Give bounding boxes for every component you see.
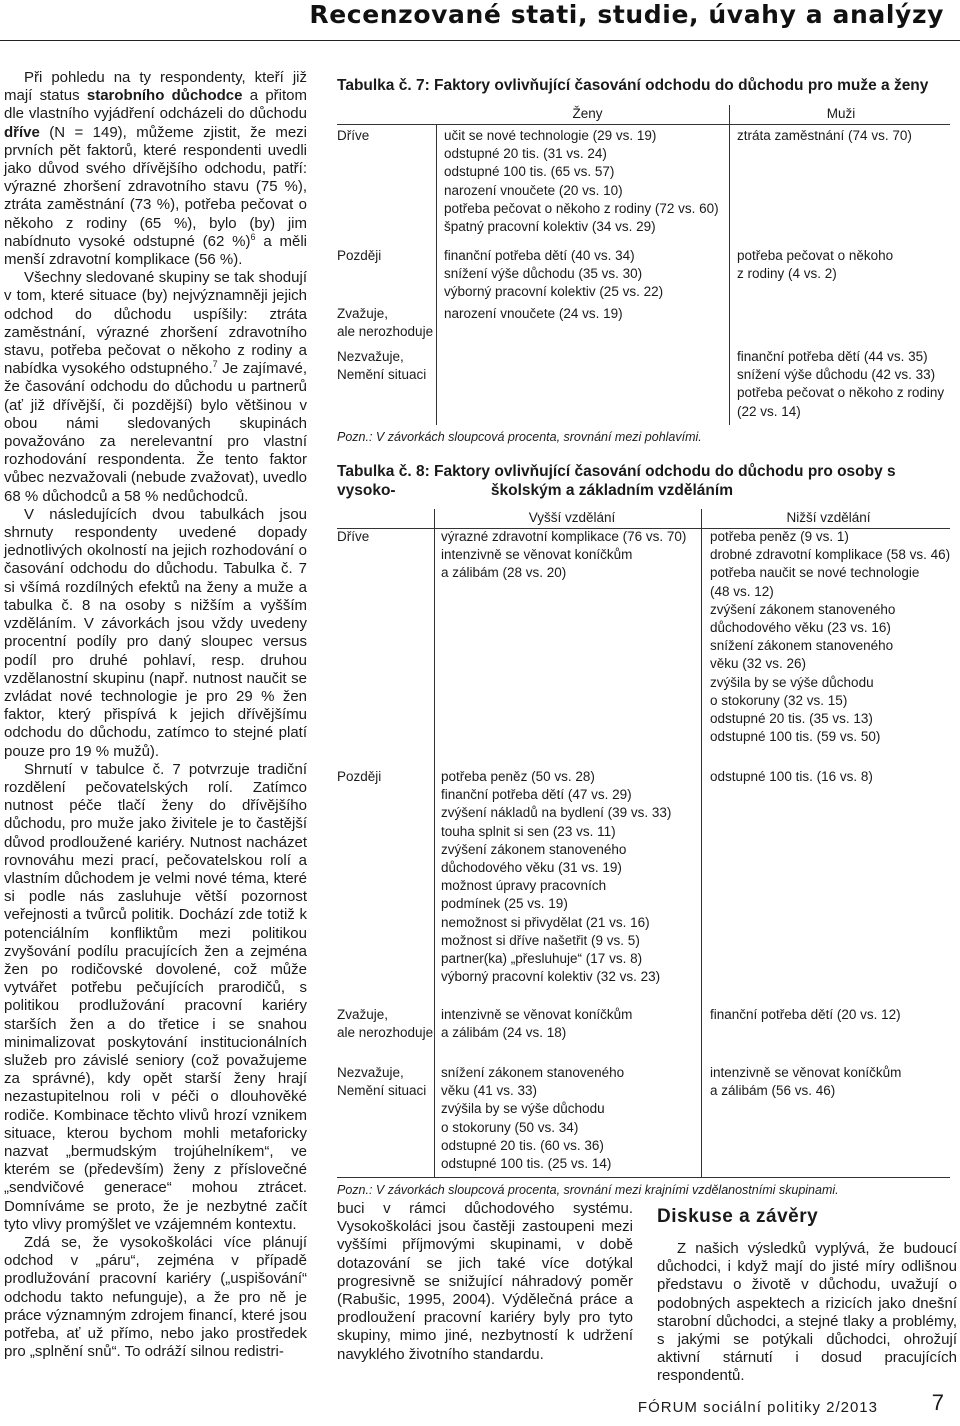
table-cell-line: intenzivně se věnovat koníčkům xyxy=(441,547,633,563)
table8-title-line2: školským a základním vzděláním xyxy=(490,482,733,499)
table8 xyxy=(337,509,950,1177)
table-cell-line: narození vnoučete (20 vs. 10) xyxy=(444,182,623,198)
table-cell-line: z rodiny (4 vs. 2) xyxy=(737,266,837,282)
table8-row1-label xyxy=(337,528,369,546)
table-cell-line: možnost úpravy pracovních xyxy=(441,878,607,894)
table-cell-line: (22 vs. 14) xyxy=(737,403,801,419)
paragraph-2 xyxy=(4,269,307,506)
table-cell-line: intenzivně se věnovat koníčkům xyxy=(441,1007,633,1022)
table7-row1-men xyxy=(737,127,912,145)
table7-divider-2 xyxy=(729,105,730,425)
middle-column xyxy=(337,1200,633,1364)
table-cell-line: drobné zdravotní komplikace (58 vs. 46) xyxy=(710,547,951,563)
table-cell-line: odstupné 100 tis. (65 vs. 57) xyxy=(444,164,615,180)
paragraph-4: Shrnutí v tabulce č. 7 potvrzuje tradiční rozdělení pečovatelských rolí. Zatímco nutnost péče tlačí ženy do dřívějšího důchodu, pro muže jako živitele je to častější důvod prodloužené kariéry. Nutnost nacházet rovnováhu mezi prací, pečovatelskou rolí a vlastním důchodem je velmi nové téma, které si podle nás zasluhuje větší pozornost veřejnosti a tvůrců politik. Dochází zde totiž k potenciálním konfliktům mezi politikou zvyšování podílu pracujících žen a zejména žen po rodičovské dovolené, což může vytvářet potřebu pečujících prarodičů, s politikou prodlužování pracovní kariéry starších žen a do třetice i se snahou minimalizovat poskytování institucionálních služeb pro závislé seniory (což považujeme za správné), kdy opět starší ženy hrají nezastupitelnou roli v péči o dlouhověké rodiče. Kombinace těchto vlivů hrozí vznikem situace, kterou bychom mohli metaforicky nazvat „bermudským trojúhelníkem“, ve kterém se (především) ženy z příslovečné „sendvičové generace“ mohou ztrácet. Domníváme se proto, že je nezbytné začít tyto vlivy promýšlet ve vzájemném kontextu. xyxy=(4,760,307,1233)
table8-header-higher: Vyšší vzdělání xyxy=(528,510,616,525)
table-cell-line: snížení zákonem stanoveného xyxy=(710,638,894,654)
table-cell-line: potřeba peněz (50 vs. 28) xyxy=(441,769,595,784)
table-cell-line: Zvažuje, xyxy=(337,1007,389,1022)
table8-header-lower: Nižší vzdělání xyxy=(786,510,871,525)
table-cell-line: podmínek (25 vs. 19) xyxy=(441,896,568,912)
table-cell-line: zvýšila by se výše důchodu xyxy=(710,674,874,690)
table-cell-line: potřeba pečovat o někoho z rodiny (72 vs. 60) xyxy=(444,200,719,216)
table-cell-line: Nemění situaci xyxy=(337,1083,427,1099)
table-cell-line: finanční potřeba dětí (47 vs. 29) xyxy=(441,787,632,803)
table8-row4-lower xyxy=(710,1064,901,1100)
p1-text-f: a měli menší zdravotní komplikace (56 %). xyxy=(4,232,307,269)
table7-row1-label xyxy=(337,127,369,145)
table8-row1-lower xyxy=(710,528,950,746)
p2-text-b: Je zajímavé, že časování odchodu do důchodu u partnerů (ať již dřívější, či pozdější) bylo většinou v obou námi sledovaných skupinách považováno za nerelevantní pro vlastní rozhodování respondenta. Že tento faktor vůbec nezvažovali (nebude zvažovat), uvedlo 68 % důchodců a 58 % nedůchodců. xyxy=(4,360,307,505)
table-cell-line: a zálibám (56 vs. 46) xyxy=(710,1083,836,1099)
p1-bold-retiree: starobního důchodce xyxy=(86,87,243,105)
table7-divider-1 xyxy=(436,124,437,425)
table-cell-line: (48 vs. 12) xyxy=(710,583,774,599)
table-cell-line: potřeba pečovat o někoho z rodiny xyxy=(737,385,945,401)
table7-note: Pozn.: V závorkách sloupcová procenta, srovnání mezi pohlavími. xyxy=(337,430,702,444)
table-cell-line: snížení výše důchodu (35 vs. 30) xyxy=(444,266,643,282)
table-cell-line: odstupné 100 tis. (16 vs. 8) xyxy=(710,769,873,784)
table-cell-line: odstupné 20 tis. (31 vs. 24) xyxy=(444,146,607,162)
table7-row4-label xyxy=(337,348,426,384)
table8-title-line1: Tabulka č. 8: Faktory ovlivňující časování odchodu do důchodu pro osoby s vysoko- xyxy=(337,463,896,499)
table-cell-line: partner(ka) „přesluhuje“ (17 vs. 8) xyxy=(441,951,643,967)
table-cell-line: výborný pracovní kolektiv (32 vs. 23) xyxy=(441,969,661,985)
section-title: Recenzované stati, studie, úvahy a analýzy xyxy=(309,0,944,29)
table7-row2-label xyxy=(337,247,381,265)
table7-row1-women xyxy=(444,127,719,236)
middle-paragraph: buci v rámci důchodového systému. Vysokoškoláci jsou častěji zastoupeni mezi vyššími příjmovými skupinami, v době dotazování se jich také více dotýkal progresivně se snižující náhradový poměr (Rabušic, 1995, 2004). Výdělečná práce a prodloužení pracovní kariéry byly pro tyto skupiny, mimo jiné, nezbytností k udržení navyklého životního standardu. xyxy=(337,1200,633,1363)
left-column xyxy=(4,69,307,1361)
table-cell-line: odstupné 100 tis. (25 vs. 14) xyxy=(441,1156,612,1172)
table7-row2-men xyxy=(737,247,893,283)
p1-text-a: Při pohledu na ty respondenty, kteří již mají status xyxy=(4,69,307,105)
table-cell-line: potřeba peněz (9 vs. 1) xyxy=(710,529,849,544)
table7 xyxy=(337,105,950,425)
table8-row3-label xyxy=(337,1006,433,1042)
table-cell-line: snížení výše důchodu (42 vs. 33) xyxy=(737,367,936,383)
table7-header-men: Muži xyxy=(826,106,856,121)
table8-row2-lower xyxy=(710,768,873,786)
p1-bold-earlier: dříve xyxy=(4,123,40,141)
discussion-column xyxy=(657,1240,957,1386)
table8-row3-lower xyxy=(710,1006,901,1024)
header-rule xyxy=(0,40,960,41)
footnote-ref-7: 7 xyxy=(212,359,218,370)
table-cell-line: odstupné 20 tis. (35 vs. 13) xyxy=(710,711,873,727)
table8-divider-2 xyxy=(701,509,702,1177)
table-cell-line: zvýšení zákonem stanoveného xyxy=(710,601,896,617)
paragraph-5: Zdá se, že vysokoškoláci více plánují odchod v „páru“, zejména v případě prodlužování pracovní kariéry („uspišování“ odchodu takto nefunguje), a že pro ně je práce významným zdrojem financí, které jsou potřeba, ať už přímo, nebo jako prostředek pro „splnění snů“. To odráží silnou redistri- xyxy=(4,1234,307,1361)
table-cell-line: touha splnit si sen (23 vs. 11) xyxy=(441,823,616,839)
table8-divider-1 xyxy=(434,509,435,1177)
discussion-heading: Diskuse a závěry xyxy=(657,1206,819,1227)
table8-title xyxy=(337,462,947,500)
table8-row4-label xyxy=(337,1064,426,1100)
table7-header-rule xyxy=(337,124,950,125)
table7-row2-women xyxy=(444,247,663,302)
page-number: 7 xyxy=(931,1390,944,1415)
table-cell-line: ale nerozhoduje xyxy=(337,1025,434,1041)
table8-row2-higher xyxy=(441,768,671,986)
table7-row4-men xyxy=(737,348,944,421)
table-cell-line: a zálibám (24 vs. 18) xyxy=(441,1025,567,1041)
discussion-paragraph: Z našich výsledků vyplývá, že budoucí důchodci, i když mají do jisté míry odlišnou představu o životě v důchodu, uvažují o podobných aspektech a rizicích jako dnešní starobní důchodci, a stejné tlaky a problémy, s jakými se potýkali důchodci, ohrožují aktivní stárnutí i dosud pracujících respondentů. xyxy=(657,1240,957,1385)
table-cell-line: zvýšení nákladů na bydlení (39 vs. 33) xyxy=(441,805,672,821)
table-cell-line: Zvažuje, xyxy=(337,306,389,321)
table-cell-line: potřeba naučit se nové technologie xyxy=(710,565,920,581)
table-cell-line: Nemění situaci xyxy=(337,367,427,383)
table-cell-line: odstupné 100 tis. (59 vs. 50) xyxy=(710,729,881,745)
p1-text-c: a přitom dle vlastního vyjádření odcházeli do důchodu xyxy=(4,87,307,123)
table8-row2-label xyxy=(337,768,381,786)
table8-row4-higher xyxy=(441,1064,624,1173)
table-cell-line: zvýšení zákonem stanoveného xyxy=(441,841,627,857)
table8-bottom-rule xyxy=(337,1177,950,1178)
table-cell-line: Později xyxy=(337,769,382,784)
table-cell-line: špatný pracovní kolektiv (34 vs. 29) xyxy=(444,219,656,235)
table-cell-line: narození vnoučete (24 vs. 19) xyxy=(444,306,623,321)
table-cell-line: o stokoruny (32 vs. 15) xyxy=(710,692,848,708)
table7-header-women: Ženy xyxy=(572,106,603,121)
table7-title: Tabulka č. 7: Faktory ovlivňující časování odchodu do důchodu pro muže a ženy xyxy=(337,77,929,94)
table-cell-line: a zálibám (28 vs. 20) xyxy=(441,565,567,581)
table-cell-line: důchodového věku (23 vs. 16) xyxy=(710,620,891,636)
table-cell-line: výborný pracovní kolektiv (25 vs. 22) xyxy=(444,284,664,300)
table-cell-line: odstupné 20 tis. (60 vs. 36) xyxy=(441,1137,604,1153)
p2-text-a: Všechny sledované skupiny se tak shodují v tom, které situace (by) nejvýznamněji jejich odchod do důchodu uspíšily: ztráta zaměstnání, výrazné zhoršení zdravotního stavu, potřeba pečovat o někoho z rodiny a nabídka vysokého odstupného. xyxy=(4,269,307,378)
table-cell-line: učit se nové technologie (29 vs. 19) xyxy=(444,128,657,143)
table-cell-line: intenzivně se věnovat koníčkům xyxy=(710,1065,902,1080)
table-cell-line: věku (41 vs. 33) xyxy=(441,1083,538,1099)
header-bar xyxy=(0,0,960,40)
table-cell-line: důchodového věku (31 vs. 19) xyxy=(441,860,622,876)
table7-row3-label xyxy=(337,305,433,341)
table-cell-line: věku (32 vs. 26) xyxy=(710,656,807,672)
table8-note: Pozn.: V závorkách sloupcová procenta, srovnání mezi krajními vzdělanostními skupinami. xyxy=(337,1183,839,1197)
table8-row3-higher xyxy=(441,1006,632,1042)
table-cell-line: finanční potřeba dětí (20 vs. 12) xyxy=(710,1007,901,1022)
table-cell-line: Dříve xyxy=(337,529,370,544)
table-cell-line: Později xyxy=(337,248,382,263)
table-cell-line: Nezvažuje, xyxy=(337,349,404,364)
table-cell-line: potřeba pečovat o někoho xyxy=(737,248,894,263)
table-cell-line: snížení zákonem stanoveného xyxy=(441,1065,625,1080)
table-cell-line: možnost si dříve našetřit (9 vs. 5) xyxy=(441,932,640,948)
footnote-ref-6: 6 xyxy=(250,231,256,242)
table-cell-line: výrazné zdravotní komplikace (76 vs. 70) xyxy=(441,529,687,544)
table-cell-line: Nezvažuje, xyxy=(337,1065,404,1080)
table-cell-line: ale nerozhoduje xyxy=(337,324,434,340)
table-cell-line: nemožnost si přivydělat (21 vs. 16) xyxy=(441,914,650,930)
paragraph-3: V následujících dvou tabulkách jsou shrnuty respondenty uvedené dopady jednotlivých okolností na jejich rozhodování o časování odchodu do důchodu. Tabulka č. 7 si všímá rozdílných efektů na ženy a muže a tabulka č. 8 na osoby s nižším a vyšším vzděláním. V závorkách jsou vždy uvedeny procentní podíly pro daný sloupec versus podíl pro druhé pohlaví, resp. druhou vzdělanostní skupinu (např. nutnost naučit se zvládat nové technologie je pro 29 % žen faktor, který přispívá k jejich dřívějšímu odchodu do důchodu, zatímco to stejné platí pouze pro 19 % mužů). xyxy=(4,505,307,760)
journal-footer: FÓRUM sociální politiky 2/2013 xyxy=(637,1399,878,1416)
p1-text-e: (N = 149), můžeme zjistit, že mezi prvních pět faktorů, které respondenti uvedli jako důvod svého dřívějšího odchodu, patří: výrazné zhoršení zdravotního stavu (75 %), ztráta zaměstnání (73 %), potřeba pečovat o někoho z rodiny (65 %), bylo (by) jim nabídnuto vysoké odstupné (62 %) xyxy=(4,123,307,250)
table-cell-line: finanční potřeba dětí (44 vs. 35) xyxy=(737,349,928,364)
table-cell-line: o stokoruny (50 vs. 34) xyxy=(441,1119,579,1135)
table7-row3-women xyxy=(444,305,623,323)
table-cell-line: ztráta zaměstnání (74 vs. 70) xyxy=(737,128,912,143)
paragraph-1 xyxy=(4,69,307,269)
table-cell-line: finanční potřeba dětí (40 vs. 34) xyxy=(444,248,635,263)
table8-row1-higher xyxy=(441,528,686,583)
table-cell-line: Dříve xyxy=(337,128,370,143)
table-cell-line: zvýšila by se výše důchodu xyxy=(441,1101,605,1117)
